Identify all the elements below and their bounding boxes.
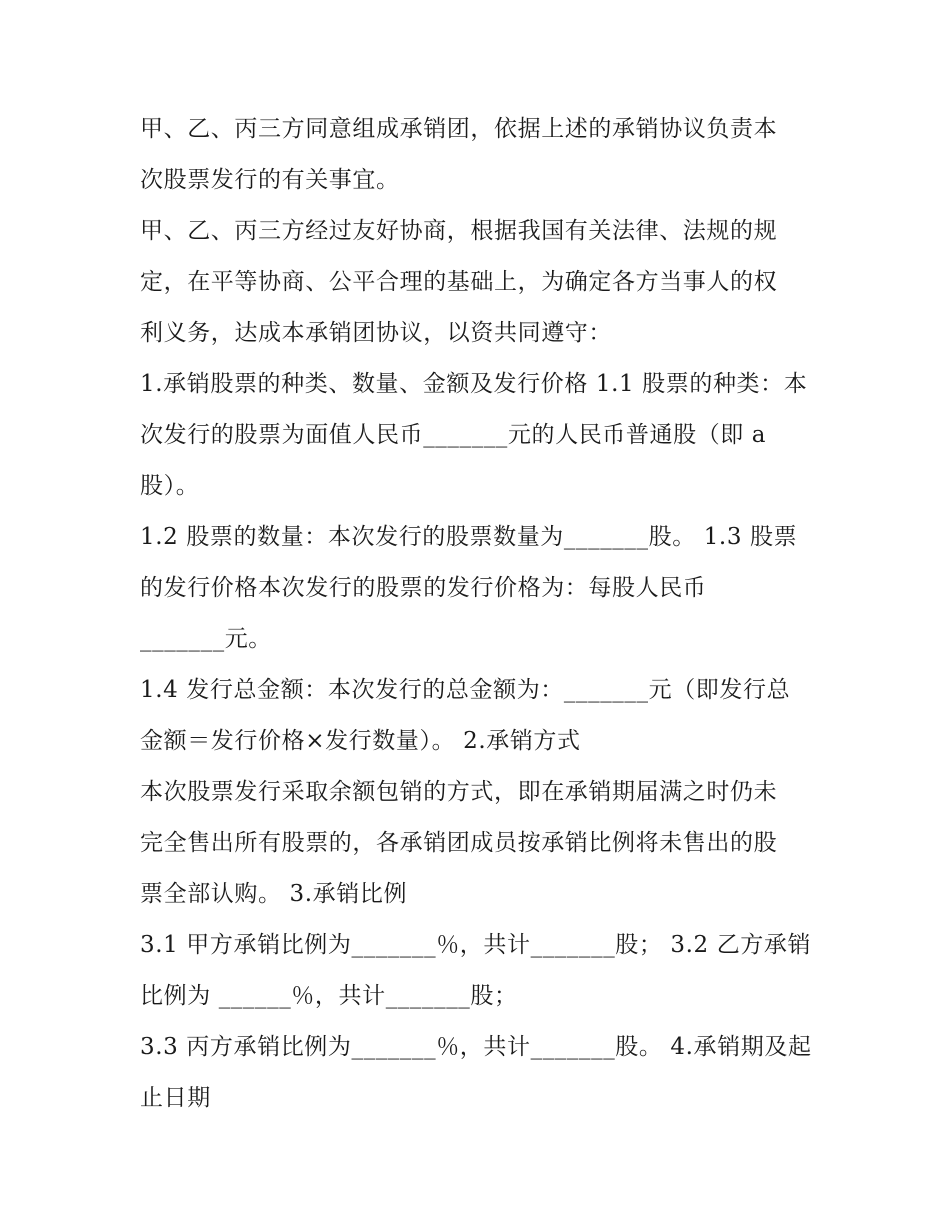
- text-line: 甲、乙、丙三方经过友好协商，根据我国有关法律、法规的规: [140, 218, 778, 244]
- text-line: 完全售出所有股票的，各承销团成员按承销比例将未售出的股: [140, 830, 778, 856]
- text-line: 1.2 股票的数量：本次发行的股票数量为_______股。 1.3 股票: [140, 524, 798, 550]
- document-body: [140, 104, 820, 1124]
- text-line: 止日期: [140, 1085, 211, 1111]
- text-line: 票全部认购。 3.承销比例: [140, 881, 408, 907]
- text-line: 的发行价格本次发行的股票的发行价格为：每股人民币: [140, 575, 707, 601]
- text-line: 次发行的股票为面值人民币_______元的人民币普通股（即 a: [140, 422, 767, 448]
- text-line: 次股票发行的有关事宜。: [140, 167, 400, 193]
- text-line: 比例为 ______％，共计_______股；: [140, 983, 518, 1009]
- text-line: 1.4 发行总金额：本次发行的总金额为：_______元（即发行总: [140, 677, 791, 703]
- text-line: 定，在平等协商、公平合理的基础上，为确定各方当事人的权: [140, 269, 778, 295]
- text-line: _______元。: [140, 626, 272, 652]
- text-line: 甲、乙、丙三方同意组成承销团，依据上述的承销协议负责本: [140, 116, 778, 142]
- text-line: 金额＝发行价格×发行数量）。 2.承销方式: [140, 728, 581, 754]
- text-line: 3.3 丙方承销比例为_______％，共计_______股。 4.承销期及起: [140, 1034, 812, 1060]
- text-line: 1.承销股票的种类、数量、金额及发行价格 1.1 股票的种类：本: [140, 371, 808, 397]
- text-line: 本次股票发行采取余额包销的方式，即在承销期届满之时仍未: [140, 779, 778, 805]
- text-line: 股）。: [140, 473, 200, 499]
- text-line: 3.1 甲方承销比例为_______％，共计_______股； 3.2 乙方承销: [140, 932, 812, 958]
- text-line: 利义务，达成本承销团协议，以资共同遵守：: [140, 320, 612, 346]
